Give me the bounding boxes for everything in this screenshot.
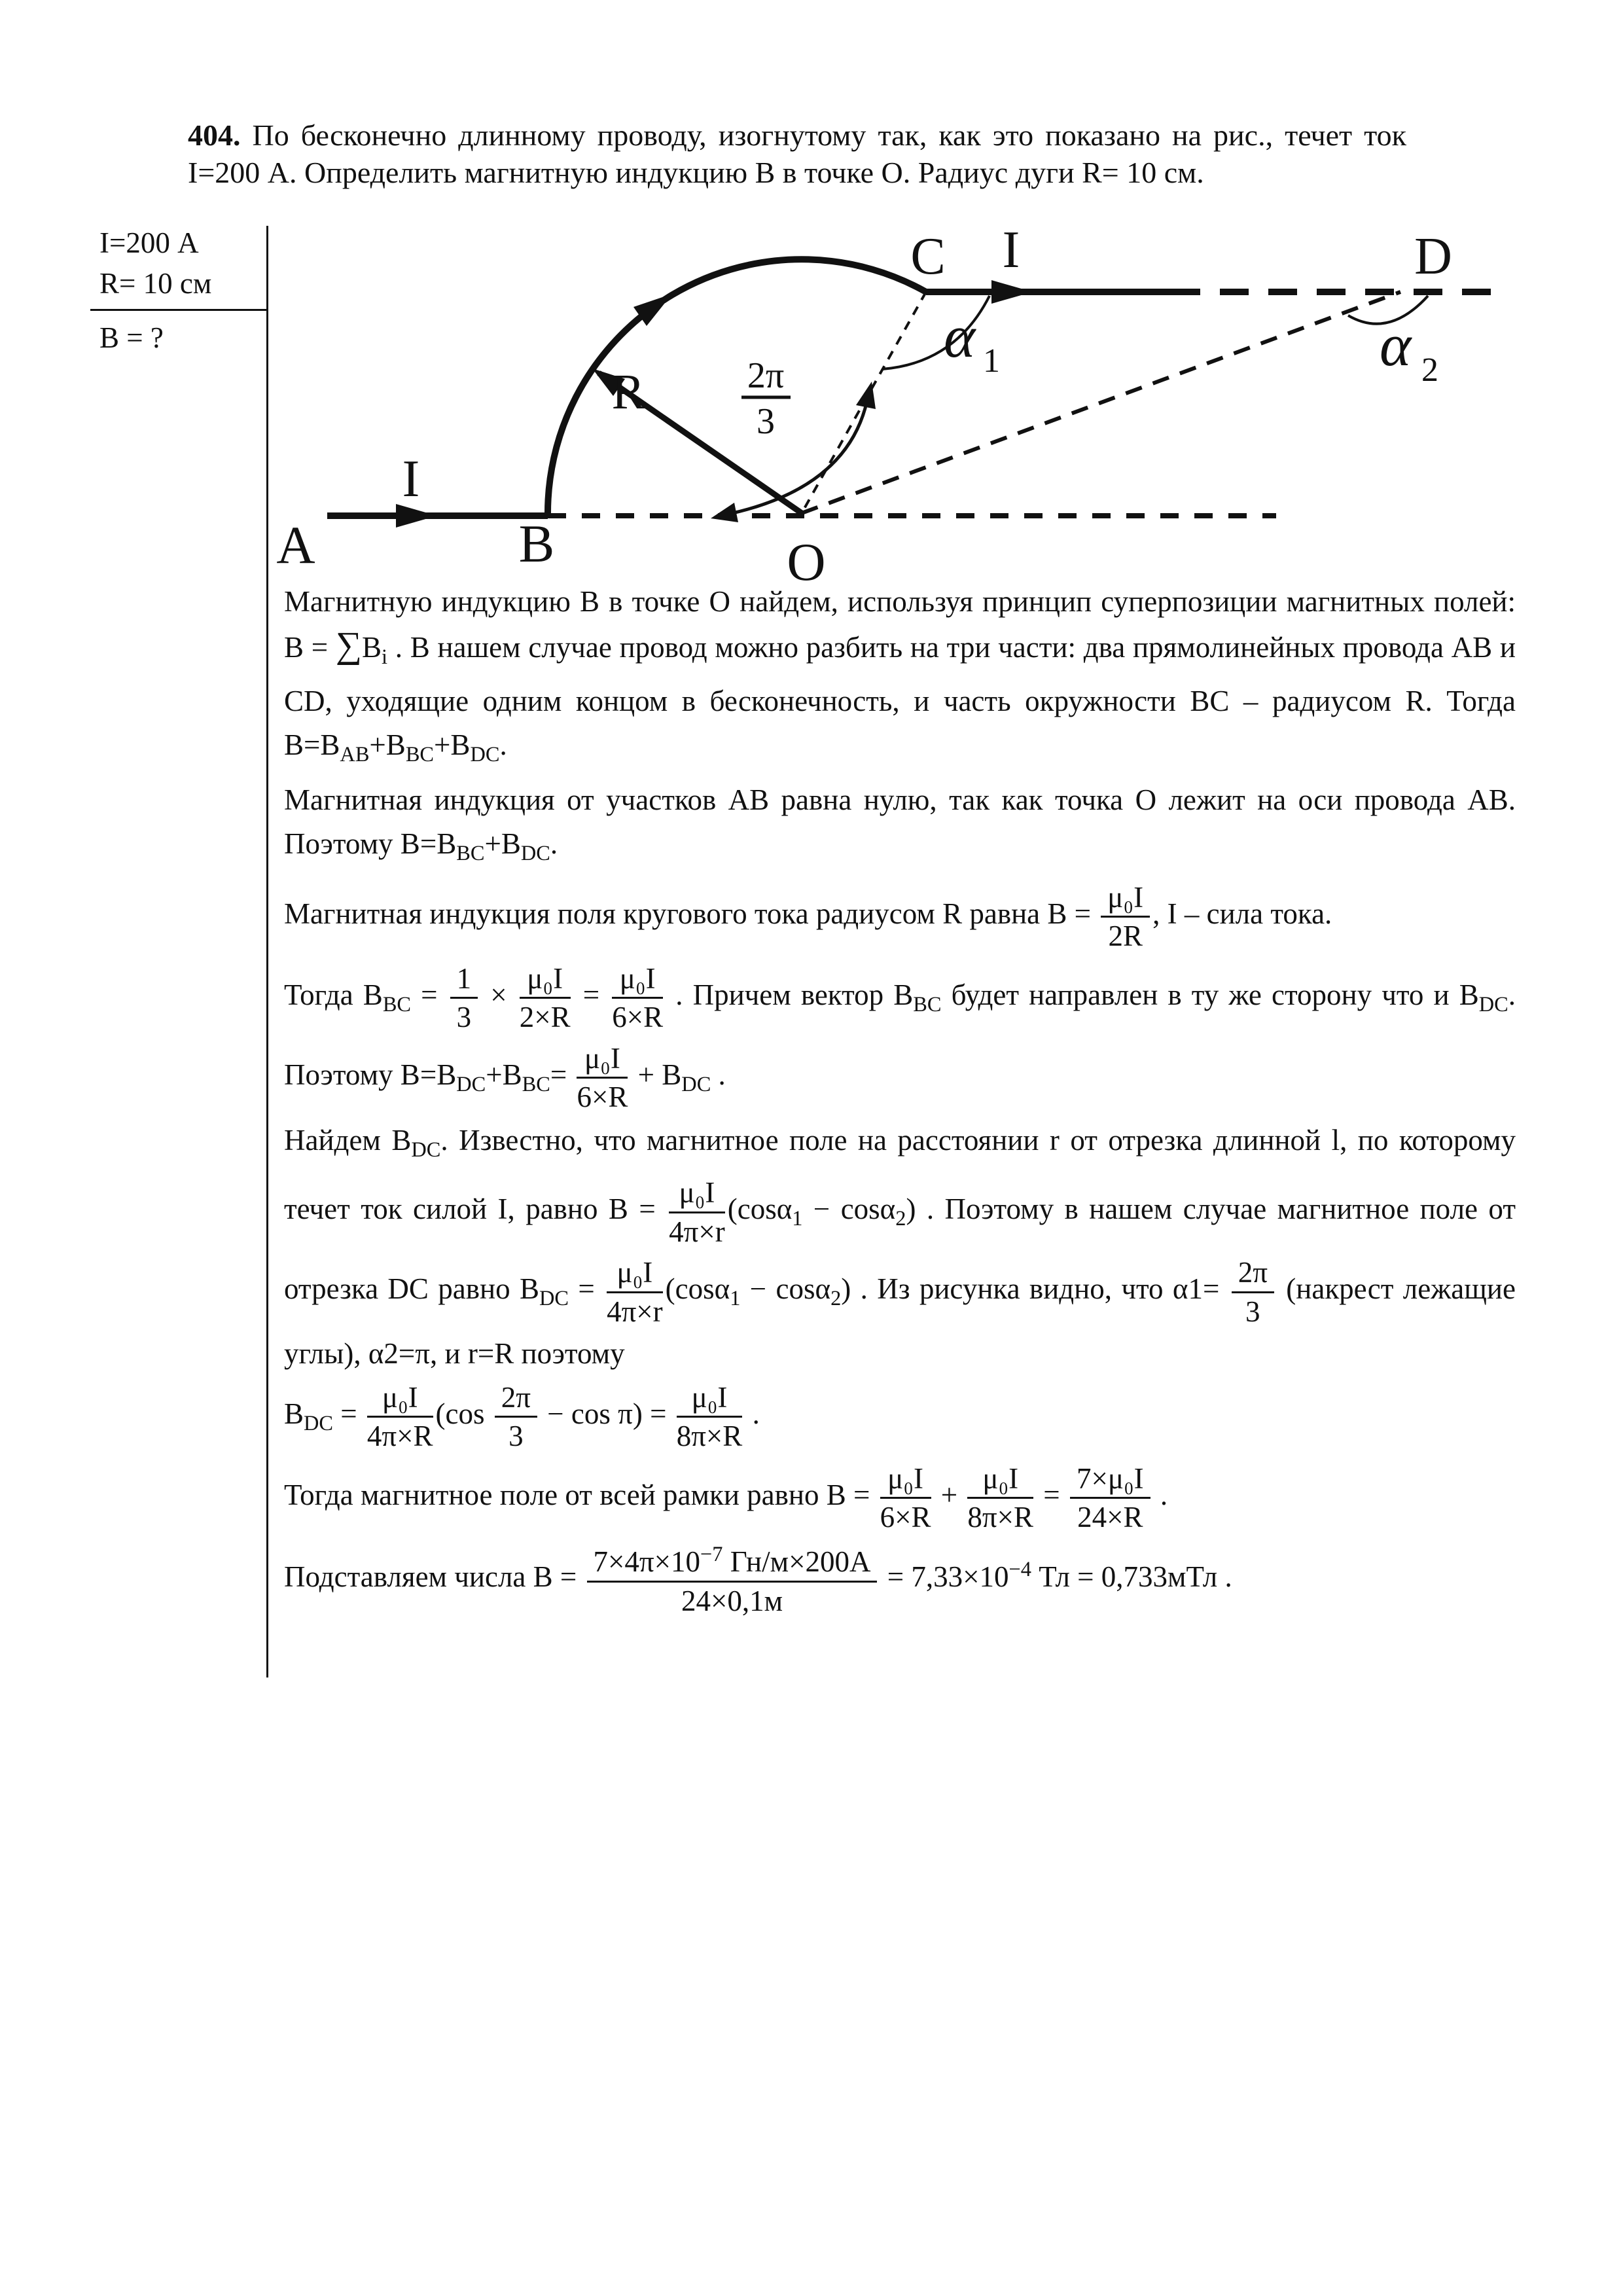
text-run: +B (486, 1058, 522, 1091)
solution-paragraph-1 (284, 580, 1516, 777)
text-run: = (333, 1397, 365, 1431)
label-angle-numerator: 2π (747, 355, 785, 396)
text-run: = (411, 978, 448, 1011)
label-point-a: A (276, 515, 315, 575)
subscript: AB (340, 743, 370, 766)
given-known-values (90, 223, 267, 311)
text-run: − cosα (802, 1193, 896, 1226)
text-run: = (573, 978, 610, 1011)
subscript: BC (382, 993, 412, 1016)
fraction: $\frac{2\pi}{3}$ (1232, 1256, 1274, 1328)
text-run: = 7,33×10 (880, 1560, 1009, 1594)
subscript: DC (304, 1412, 334, 1436)
text-run: . (550, 827, 558, 860)
problem-number: 404. (188, 118, 241, 152)
subscript: DC (411, 1138, 441, 1162)
text-run: − cos π) = (540, 1397, 674, 1431)
fraction: $\frac{\text{μ₀I}}{2\times R}$ (519, 961, 571, 1034)
fraction: $\frac{\text{μ₀I}}{4\pi\times r}$ (607, 1256, 663, 1328)
fraction: $\frac{\text{7×μ₀I}}{24\times R}$ (1070, 1462, 1150, 1534)
label-current-bottom: I (402, 450, 420, 508)
text-run: Тогда B (284, 978, 383, 1011)
subscript: DC (520, 842, 550, 865)
text-run: (cosα (727, 1193, 793, 1226)
subscript: DC (456, 1072, 486, 1096)
text-run: = (550, 1058, 575, 1091)
solution-paragraph-4 (284, 958, 1516, 1118)
fraction: $\frac{\text{μ₀I}}{6\times R}$ (577, 1041, 628, 1113)
label-point-d: D (1414, 228, 1452, 285)
given-radius: R= 10 см (99, 267, 212, 300)
label-alpha2-index: 2 (1421, 351, 1438, 389)
text-run: Магнитная индукция поля кругового тока радиусом R равна B = (284, 897, 1099, 931)
fraction: $\frac{2\pi}{3}$ (495, 1381, 537, 1453)
fraction: $\frac{\text{μ₀I}}{8\pi\times R}$ (676, 1380, 743, 1453)
text-run: . Поэтому B=B (284, 978, 1516, 1091)
text-run: Тогда магнитное поле от всей рамки равно B = (284, 1478, 878, 1511)
problem-title (188, 117, 1406, 191)
fraction: $\frac{1}{3}$ (450, 962, 478, 1034)
subscript: BC (405, 743, 435, 766)
solution-paragraph-8 (284, 1539, 1516, 1621)
subscript: 2 (830, 1287, 842, 1311)
text-run: Магнитную индукцию В в точке О найдем, используя принцип суперпозиции магнитных полей: B = (284, 585, 1516, 664)
given-current: I=200 А (99, 226, 199, 259)
label-alpha2: α (1380, 312, 1412, 378)
text-run: +В (434, 728, 471, 761)
solution-paragraph-6 (284, 1377, 1516, 1457)
solution-paragraph-7 (284, 1458, 1516, 1538)
text-run: , I – сила тока. (1152, 897, 1332, 931)
fraction: $\frac{\text{μ₀I}}{2R}$ (1101, 881, 1150, 953)
solution-paragraph-5 (284, 1119, 1516, 1376)
subscript: 1 (792, 1207, 803, 1231)
current-arrow-top-icon (991, 280, 1033, 304)
helper-line-od-dashed (802, 292, 1400, 513)
angle-arrow-bottom-icon (711, 503, 738, 522)
label-point-b: B (518, 514, 555, 573)
given-data-box (90, 223, 267, 358)
solution-text (284, 580, 1516, 1623)
subscript: 1 (730, 1287, 741, 1311)
subscript: DC (539, 1287, 569, 1311)
text-run: × (480, 978, 517, 1011)
text-run: + (933, 1478, 965, 1511)
text-run: . Известно, что магнитное поле на расстоянии r от отрезка длинной l, по которому течет ток силой I, равно B = (284, 1124, 1516, 1226)
text-run: Подставляем числа B = (284, 1560, 584, 1594)
figure-svg (262, 216, 1544, 589)
text-run: . (499, 728, 507, 761)
fraction: $\frac{7\times 4\pi\times 10^{-7} Гн/м\times 200А}{24\times 0,1м}$ (587, 1543, 878, 1617)
circuit-figure (262, 216, 1544, 589)
text-run: (накрест лежащие углы), α2=π, и r=R поэтому (284, 1272, 1516, 1370)
superscript: −4 (1008, 1558, 1031, 1582)
subscript: DC (1478, 993, 1508, 1016)
text-run: ) . Из рисунка видно, что α1= (841, 1272, 1229, 1306)
label-alpha1: α (944, 303, 976, 370)
text-run: + B (630, 1058, 682, 1091)
sum-symbol: ∑ (335, 625, 362, 666)
subscript: BC (913, 993, 942, 1016)
text-run: . Причем вектор B (666, 978, 914, 1011)
subscript: i (381, 645, 387, 669)
superscript: −7 (700, 1543, 723, 1567)
text-run: . (745, 1397, 760, 1431)
fraction: $\frac{\text{μ₀I}}{4\pi\times R}$ (366, 1380, 433, 1453)
label-angle-denominator: 3 (757, 401, 775, 442)
label-point-o: O (787, 532, 826, 589)
label-current-top: I (1002, 221, 1020, 279)
text-run: . (711, 1058, 726, 1091)
text-run: +В (369, 728, 406, 761)
text-run: = (568, 1272, 605, 1306)
text-run: . В нашем случае провод можно разбить на три части: два прямолинейных провода АВ и CD, уходящие одним концом в бесконечность, и часть окружности ВС – радиусом R. Тогда В=В (284, 631, 1516, 761)
subscript: DC (681, 1072, 711, 1096)
text-run: ) . Поэтому в нашем случае магнитное поле от отрезка DC равно B (284, 1193, 1516, 1306)
label-alpha1-index: 1 (983, 342, 1000, 380)
text-run: Гн/м×200А (722, 1545, 871, 1579)
text-run: Магнитная индукция от участков АВ равна нулю, так как точка О лежит на оси провода АВ. Поэтому В=В (284, 783, 1516, 860)
text-run: (cos (435, 1397, 492, 1431)
text-run: +В (484, 827, 521, 860)
fraction: $\frac{\text{μ₀I}}{4\pi\times r}$ (669, 1176, 725, 1248)
text-run: B (284, 1397, 304, 1431)
subscript: BC (522, 1072, 550, 1096)
subscript: 2 (895, 1207, 906, 1231)
fraction: $\frac{\text{μ₀I}}{6\times R}$ (880, 1462, 931, 1534)
text-run: Найдем B (284, 1124, 412, 1157)
subscript: BC (456, 842, 485, 865)
text-run: . (1152, 1478, 1168, 1511)
text-run: (cosα (665, 1272, 730, 1306)
label-radius: R (611, 365, 645, 420)
given-question: В = ? (99, 321, 164, 354)
label-point-c: C (910, 228, 946, 285)
angle-arc-at-o (730, 401, 867, 514)
text-run: будет направлен в ту же сторону что и B (941, 978, 1479, 1011)
text-run: − cosα (740, 1272, 831, 1306)
fraction: $\frac{\text{μ₀I}}{6\times R}$ (612, 961, 664, 1034)
subscript: DC (470, 743, 500, 766)
solution-paragraph-3 (284, 877, 1516, 957)
solution-paragraph-2 (284, 778, 1516, 876)
problem-text: По бесконечно длинному проводу, изогнутому так, как это показано на рис., течет ток I=200 А. Определить магнитную индукцию В в точке О. Радиус дуги R= 10 см. (188, 118, 1406, 189)
text-run: Тл = 0,733мТл . (1031, 1560, 1232, 1594)
text-run: 7×4π×10 (593, 1545, 701, 1579)
text-run: B (361, 631, 382, 664)
fraction: $\frac{\text{μ₀I}}{8\pi\times R}$ (967, 1462, 1034, 1534)
text-run: = (1036, 1478, 1067, 1511)
